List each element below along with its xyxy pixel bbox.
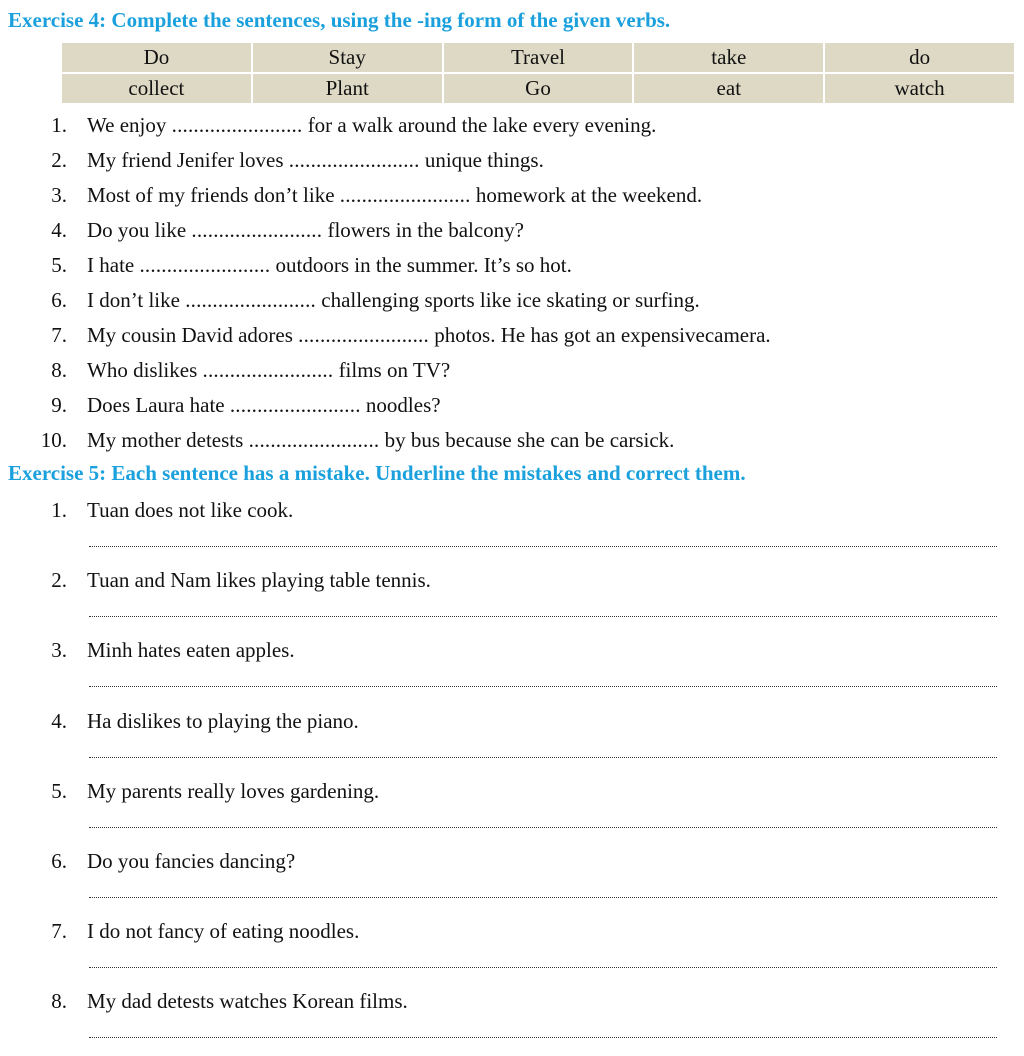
answer-line[interactable] bbox=[89, 967, 997, 968]
verb-cell: Go bbox=[443, 73, 634, 104]
item-number: 5. bbox=[51, 778, 67, 803]
exercise-4-item bbox=[0, 109, 1024, 144]
item-sentence bbox=[87, 389, 441, 422]
item-number: 8. bbox=[51, 358, 67, 382]
fill-in-blank[interactable]: ........................ bbox=[298, 323, 429, 347]
exercise-5-item bbox=[0, 845, 1024, 915]
item-sentence bbox=[87, 354, 450, 387]
verb-row bbox=[61, 42, 1015, 73]
item-sentence bbox=[87, 424, 674, 457]
sentence-after-blank: challenging sports like ice skating or surfing. bbox=[316, 288, 700, 312]
verb-row bbox=[61, 73, 1015, 104]
answer-line[interactable] bbox=[89, 546, 997, 547]
item-number: 5. bbox=[51, 253, 67, 277]
fill-in-blank[interactable]: ........................ bbox=[229, 393, 361, 417]
item-number: 7. bbox=[51, 323, 67, 347]
answer-line[interactable] bbox=[89, 616, 997, 617]
exercise-4-item bbox=[0, 389, 1024, 424]
exercise-4-item bbox=[0, 214, 1024, 249]
sentence-after-blank: films on TV? bbox=[333, 358, 451, 382]
item-sentence bbox=[87, 109, 656, 142]
item-number: 8. bbox=[51, 989, 67, 1014]
answer-line[interactable] bbox=[89, 1037, 997, 1038]
sentence-after-blank: outdoors in the summer. It’s so hot. bbox=[270, 253, 572, 277]
sentence-before-blank: I don’t like bbox=[87, 288, 186, 312]
sentence-after-blank: by bus because she can be carsick. bbox=[379, 428, 675, 452]
exercise-5-item bbox=[0, 634, 1024, 704]
item-number: 1. bbox=[51, 498, 67, 522]
exercise-4-title: Exercise 4: Complete the sentences, using the -ing form of the given verbs. bbox=[8, 8, 671, 32]
exercise-4-item bbox=[0, 179, 1024, 214]
fill-in-blank[interactable]: ........................ bbox=[288, 148, 420, 172]
sentence-after-blank: noodles? bbox=[360, 393, 441, 417]
answer-line[interactable] bbox=[89, 897, 997, 898]
exercise-4-item bbox=[0, 354, 1024, 389]
item-sentence: Minh hates eaten apples. bbox=[87, 638, 295, 663]
item-sentence bbox=[87, 179, 702, 212]
item-sentence: Ha dislikes to playing the piano. bbox=[87, 708, 359, 733]
item-sentence: Tuan and Nam likes playing table tennis. bbox=[87, 568, 431, 593]
verb-cell: Plant bbox=[252, 73, 443, 104]
item-number: 2. bbox=[51, 568, 67, 593]
item-sentence: Tuan does not like cook. bbox=[87, 498, 294, 522]
verb-cell: do bbox=[824, 42, 1015, 73]
exercise-5-title: Exercise 5: Each sentence has a mistake. Underline the mistakes and correct them. bbox=[8, 461, 746, 485]
exercise-4-item bbox=[0, 284, 1024, 319]
verb-cell: Stay bbox=[252, 42, 443, 73]
item-number: 1. bbox=[51, 113, 67, 137]
exercise-4-item bbox=[0, 144, 1024, 179]
exercise-4-item bbox=[0, 424, 1024, 459]
item-sentence bbox=[87, 249, 572, 282]
sentence-before-blank: My friend Jenifer loves bbox=[87, 148, 289, 172]
item-number: 3. bbox=[51, 638, 67, 663]
sentence-after-blank: photos. He has got an expensivecamera. bbox=[428, 323, 771, 347]
sentence-before-blank: I hate bbox=[87, 253, 140, 277]
item-sentence bbox=[87, 319, 771, 352]
exercise-5-item bbox=[0, 564, 1024, 634]
answer-line[interactable] bbox=[89, 827, 997, 828]
item-sentence: Do you fancies dancing? bbox=[87, 848, 296, 873]
verb-cell: watch bbox=[824, 73, 1015, 104]
sentence-before-blank: We enjoy bbox=[87, 113, 172, 137]
item-number: 6. bbox=[51, 848, 67, 873]
verb-cell: Do bbox=[61, 42, 252, 73]
item-sentence bbox=[87, 284, 700, 317]
sentence-before-blank: My cousin David adores bbox=[87, 323, 299, 347]
fill-in-blank[interactable]: ........................ bbox=[202, 358, 334, 382]
exercise-5-item bbox=[0, 985, 1024, 1055]
fill-in-blank[interactable]: ........................ bbox=[248, 428, 380, 452]
exercise-5-item bbox=[0, 775, 1024, 845]
sentence-before-blank: Does Laura hate bbox=[87, 393, 230, 417]
item-sentence: My parents really loves gardening. bbox=[87, 778, 380, 803]
item-number: 7. bbox=[51, 919, 67, 944]
item-sentence bbox=[87, 214, 524, 247]
exercise-4-list bbox=[0, 109, 1024, 459]
item-sentence bbox=[87, 144, 544, 177]
verb-table bbox=[60, 41, 1016, 105]
exercise-4-item bbox=[0, 319, 1024, 354]
verb-cell: collect bbox=[61, 73, 252, 104]
item-number: 4. bbox=[51, 218, 67, 242]
item-number: 3. bbox=[51, 183, 67, 207]
answer-line[interactable] bbox=[89, 686, 997, 687]
fill-in-blank[interactable]: ........................ bbox=[185, 288, 316, 312]
fill-in-blank[interactable]: ........................ bbox=[171, 113, 303, 137]
sentence-after-blank: homework at the weekend. bbox=[470, 183, 703, 207]
verb-cell: Travel bbox=[443, 42, 634, 73]
sentence-before-blank: Most of my friends don’t like bbox=[87, 183, 340, 207]
sentence-before-blank: My mother detests bbox=[87, 428, 249, 452]
item-number: 9. bbox=[51, 393, 67, 417]
exercise-5-item bbox=[0, 494, 1024, 564]
item-number: 2. bbox=[51, 148, 67, 172]
exercise-5-item bbox=[0, 915, 1024, 985]
sentence-before-blank: Who dislikes bbox=[87, 358, 203, 382]
fill-in-blank[interactable]: ........................ bbox=[139, 253, 271, 277]
item-number: 4. bbox=[51, 708, 67, 733]
fill-in-blank[interactable]: ........................ bbox=[191, 218, 323, 242]
item-number: 6. bbox=[51, 288, 67, 312]
sentence-before-blank: Do you like bbox=[87, 218, 192, 242]
item-number: 10. bbox=[40, 428, 67, 452]
sentence-after-blank: for a walk around the lake every evening. bbox=[302, 113, 657, 137]
exercise-5-list bbox=[0, 494, 1024, 1056]
item-sentence: My dad detests watches Korean films. bbox=[87, 989, 408, 1014]
exercise-4-item bbox=[0, 249, 1024, 284]
sentence-after-blank: unique things. bbox=[419, 148, 544, 172]
fill-in-blank[interactable]: ........................ bbox=[339, 183, 471, 207]
exercise-5-item bbox=[0, 705, 1024, 775]
item-sentence: I do not fancy of eating noodles. bbox=[87, 919, 360, 944]
sentence-after-blank: flowers in the balcony? bbox=[322, 218, 524, 242]
verb-cell: take bbox=[633, 42, 824, 73]
verb-cell: eat bbox=[633, 73, 824, 104]
answer-line[interactable] bbox=[89, 757, 997, 758]
